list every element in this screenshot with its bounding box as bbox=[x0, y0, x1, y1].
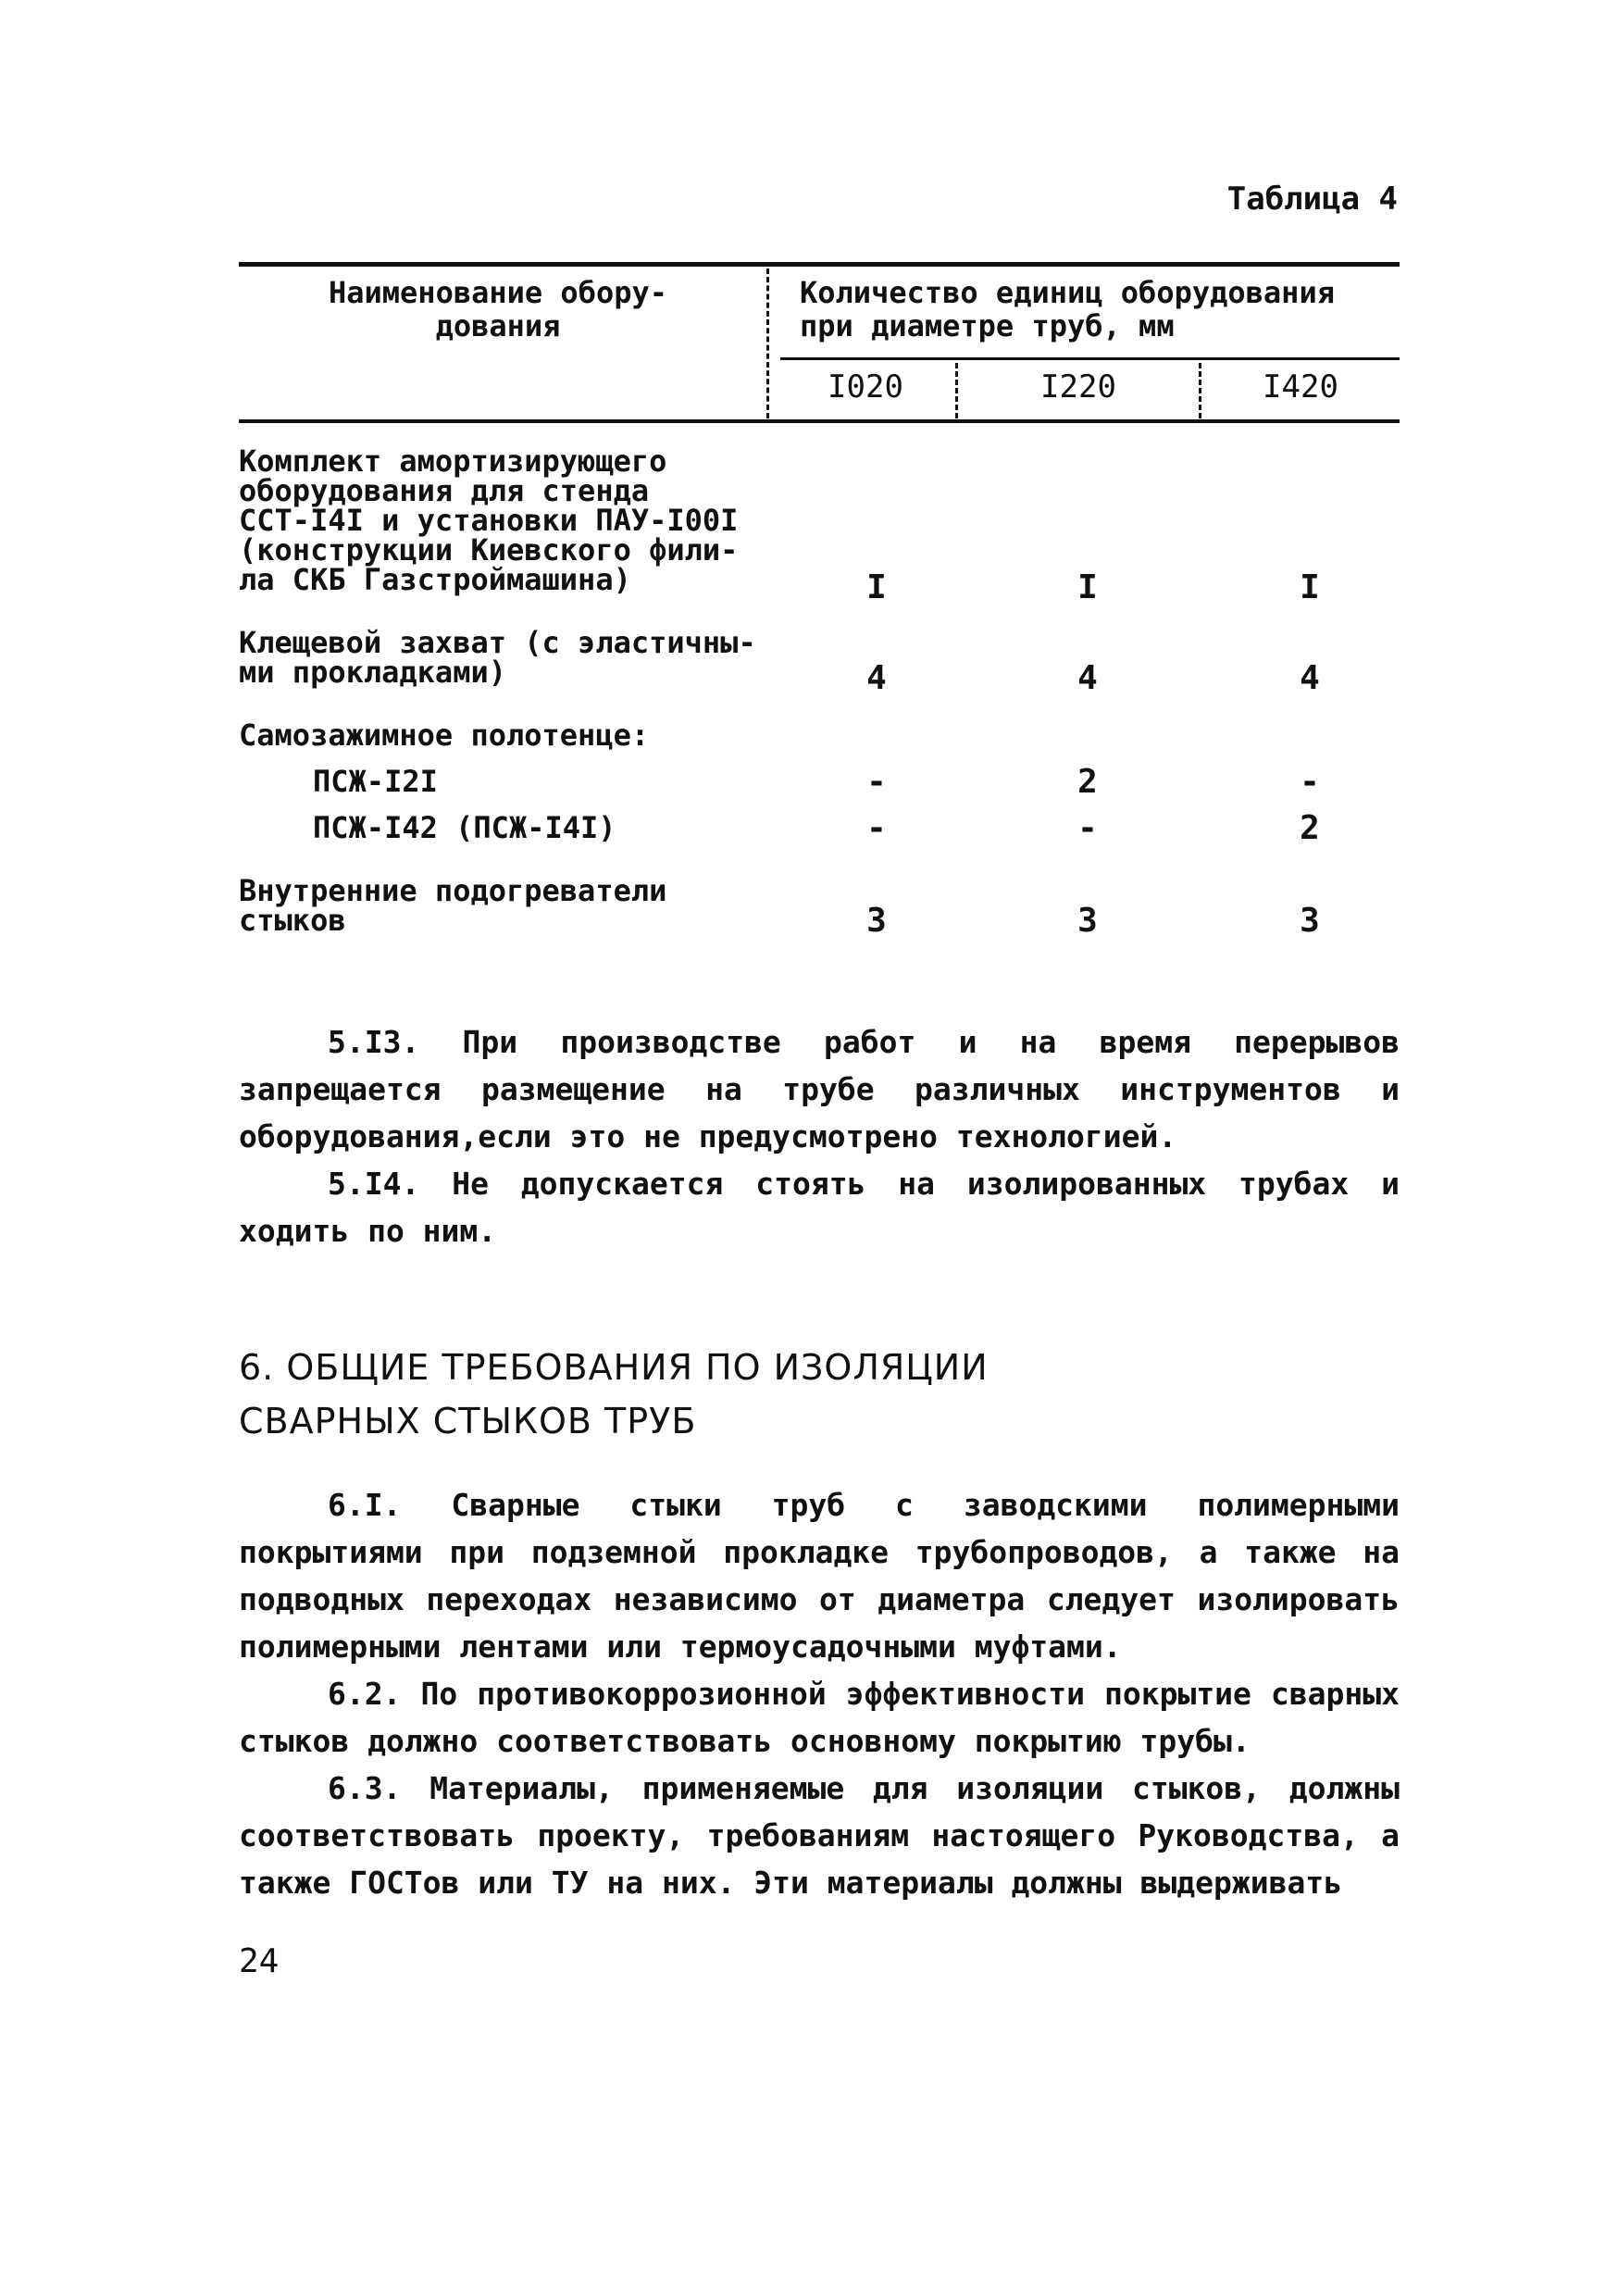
table-cell: I bbox=[1300, 568, 1320, 606]
table-cell: 2 bbox=[1077, 763, 1098, 801]
page-number: 24 bbox=[239, 1942, 280, 1980]
table-cell: 2 bbox=[1300, 809, 1320, 847]
table-sub-rule bbox=[780, 357, 1400, 360]
table-cell: 3 bbox=[1077, 902, 1098, 940]
table-cell: I bbox=[866, 568, 887, 606]
table-cell: - bbox=[1077, 809, 1098, 847]
diameter-1020: I020 bbox=[828, 368, 903, 406]
section-6-heading: 6. ОБЩИЕ ТРЕБОВАНИЯ ПО ИЗОЛЯЦИИ СВАРНЫХ СТЫКОВ ТРУБ bbox=[239, 1347, 989, 1441]
table-cell: 3 bbox=[866, 902, 887, 940]
diameter-divider-2 bbox=[1199, 363, 1201, 418]
table-cell: 3 bbox=[1300, 902, 1320, 940]
diameter-divider-1 bbox=[955, 363, 958, 418]
table-cell: - bbox=[866, 809, 887, 847]
table-cell: 4 bbox=[1077, 659, 1098, 697]
diameter-1220: I220 bbox=[1040, 368, 1116, 406]
paragraph-5-13: 5.I3. При производстве работ и на время перерывов запрещается размещение на трубе различных инструментов и оборудования,если это не предусмотрено технологией. bbox=[239, 1024, 1400, 1154]
table-cell: - bbox=[1300, 763, 1320, 801]
section6-text bbox=[239, 1481, 1400, 1906]
table-row-name: Самозажимное полотенце: bbox=[239, 718, 650, 753]
table-cell: 4 bbox=[1300, 659, 1320, 697]
diameter-1420: I420 bbox=[1263, 368, 1338, 406]
table-label: Таблица 4 bbox=[1226, 181, 1398, 218]
table-row-name: ПСЖ-I42 (ПСЖ-I4I) bbox=[313, 810, 616, 845]
header-divider bbox=[766, 268, 769, 418]
table-row-name: ПСЖ-I2I bbox=[313, 764, 438, 799]
paragraph-6-3: 6.3. Материалы, применяемые для изоляции стыков, должны соответствовать проекту, требованиям настоящего Руководства, а также ГОСТов или ТУ на них. Эти материалы должны выдерживать bbox=[239, 1770, 1400, 1901]
paragraph-6-1: 6.I. Сварные стыки труб с заводскими полимерными покрытиями при подземной прокладке трубопроводов, а также на подводных переходах независимо от диаметра следует изолировать полимерными лентами или термоусадочными муфтами. bbox=[239, 1487, 1400, 1665]
section5-text bbox=[239, 1018, 1400, 1254]
column-header-quantity: Количество единиц оборудования при диаметре труб, мм bbox=[800, 275, 1335, 343]
paragraph-6-2: 6.2. По противокоррозионной эффективности покрытие сварных стыков должно соответствовать основному покрытию трубы. bbox=[239, 1676, 1400, 1759]
table-row-name: Внутренние подогреватели стыков bbox=[239, 873, 667, 938]
table-header-bottom-rule bbox=[239, 419, 1400, 423]
table-cell: - bbox=[866, 763, 887, 801]
table-row-name: Комплект амортизирующего оборудования для стенда ССТ-I4I и установки ПАУ-I00I (конструкции Киевского фили- ла СКБ Газстроймашина) bbox=[239, 443, 739, 597]
paragraph-5-14: 5.I4. Не допускается стоять на изолированных трубах и ходить по ним. bbox=[239, 1166, 1400, 1249]
column-header-name: Наименование обору- дования bbox=[328, 275, 668, 343]
table-cell: I bbox=[1077, 568, 1098, 606]
table-top-rule bbox=[239, 262, 1400, 267]
table-row-name: Клещевой захват (с эластичны- ми прокладками) bbox=[239, 625, 756, 690]
table-cell: 4 bbox=[866, 659, 887, 697]
